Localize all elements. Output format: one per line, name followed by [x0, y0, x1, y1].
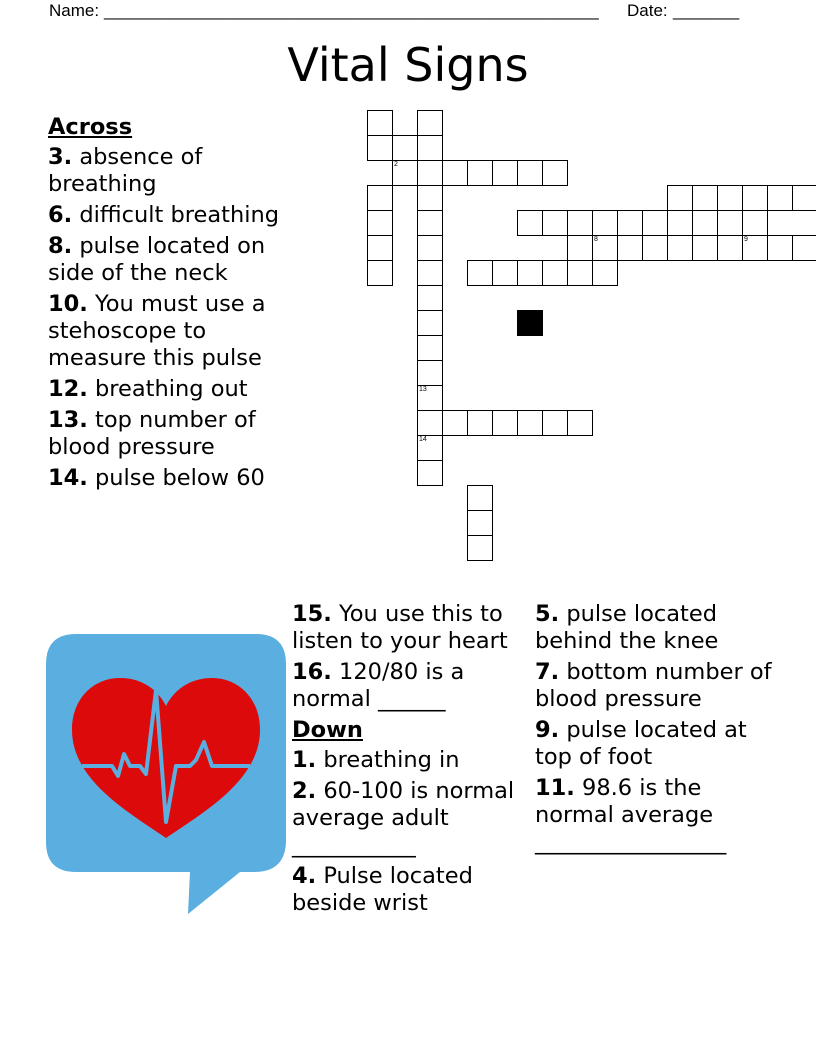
crossword-cell[interactable] — [517, 160, 543, 186]
across-clue — [48, 202, 284, 229]
clue-text: pulse located at top of foot — [535, 717, 747, 770]
clue-number: 16. — [292, 659, 332, 685]
clue-number: 2. — [292, 778, 317, 804]
clue-number: 1. — [292, 747, 317, 773]
crossword-cell[interactable] — [542, 410, 568, 436]
cell-number: 9 — [744, 236, 748, 243]
clue-text: 98.6 is the normal average _________________ — [535, 775, 727, 855]
crossword-cell[interactable] — [417, 410, 443, 436]
crossword-cell[interactable] — [692, 235, 718, 261]
crossword-cell[interactable] — [467, 485, 493, 511]
crossword-cell[interactable] — [392, 135, 418, 161]
clue-number: 4. — [292, 863, 317, 889]
crossword-cell[interactable] — [417, 235, 443, 261]
crossword-cell[interactable] — [667, 185, 693, 211]
crossword-cell[interactable] — [417, 310, 443, 336]
crossword-cell[interactable] — [717, 235, 743, 261]
crossword-cell[interactable] — [567, 410, 593, 436]
crossword-cell[interactable] — [467, 260, 493, 286]
down-clue — [535, 601, 775, 655]
clue-text: 60-100 is normal average adult ___________ — [292, 778, 515, 858]
down-clue — [292, 778, 520, 859]
crossword-cell[interactable] — [567, 260, 593, 286]
crossword-cell[interactable] — [392, 160, 418, 186]
clue-number: 9. — [535, 717, 560, 743]
crossword-cell[interactable] — [417, 460, 443, 486]
crossword-cell[interactable] — [442, 160, 468, 186]
crossword-cell[interactable] — [617, 235, 643, 261]
clue-text: breathing in — [323, 747, 460, 773]
clue-text: pulse located on side of the neck — [48, 233, 266, 286]
crossword-cell[interactable] — [417, 435, 443, 461]
clue-text: 120/80 is a normal ______ — [292, 659, 465, 712]
crossword-cell[interactable] — [417, 385, 443, 411]
name-line[interactable]: ______________________________________________________ — [104, 1, 599, 20]
crossword-cell[interactable] — [517, 260, 543, 286]
crossword-cell[interactable] — [742, 210, 768, 236]
crossword-cell[interactable] — [467, 410, 493, 436]
clue-number: 13. — [48, 407, 88, 433]
clue-text: breathing out — [95, 376, 248, 402]
across-clue — [292, 601, 520, 655]
clues-column-right — [535, 601, 775, 860]
clue-number: 12. — [48, 376, 88, 402]
across-clue — [48, 465, 284, 492]
clue-number: 3. — [48, 144, 73, 170]
crossword-cell[interactable] — [767, 235, 793, 261]
crossword-cell[interactable] — [492, 260, 518, 286]
crossword-cell[interactable] — [442, 410, 468, 436]
clue-number: 5. — [535, 601, 560, 627]
clue-number: 6. — [48, 202, 73, 228]
across-clue — [48, 376, 284, 403]
crossword-cell[interactable] — [767, 185, 793, 211]
across-clue — [48, 407, 284, 461]
crossword-cell[interactable] — [467, 510, 493, 536]
across-clue — [48, 291, 284, 372]
clue-text: pulse below 60 — [95, 465, 265, 491]
clue-number: 11. — [535, 775, 575, 801]
clue-number: 10. — [48, 291, 88, 317]
crossword-cell[interactable] — [492, 410, 518, 436]
crossword-cell[interactable] — [592, 210, 618, 236]
crossword-cell[interactable] — [517, 210, 543, 236]
clue-text: top number of blood pressure — [48, 407, 256, 460]
cell-number: 13 — [419, 386, 427, 393]
clue-text: absence of breathing — [48, 144, 203, 197]
crossword-cell[interactable] — [792, 185, 816, 211]
page-title: Vital Signs — [287, 38, 529, 92]
crossword-cell[interactable] — [367, 135, 393, 161]
cell-number: 2 — [394, 161, 398, 168]
crossword-cell[interactable] — [642, 235, 668, 261]
crossword-cell[interactable] — [467, 160, 493, 186]
crossword-cell[interactable] — [567, 210, 593, 236]
across-clue — [48, 144, 284, 198]
clue-text: bottom number of blood pressure — [535, 659, 772, 712]
crossword-cell[interactable] — [717, 185, 743, 211]
clue-number: 8. — [48, 233, 73, 259]
clue-text: You use this to listen to your heart — [292, 601, 508, 654]
clue-number: 15. — [292, 601, 332, 627]
down-heading: Down — [292, 717, 363, 743]
clue-text: You must use a stehoscope to measure this pulse — [48, 291, 266, 371]
crossword-cell[interactable] — [467, 535, 493, 561]
crossword-cell[interactable] — [417, 210, 443, 236]
crossword-cell[interactable] — [692, 210, 718, 236]
cell-number: 8 — [594, 236, 598, 243]
cell-number: 14 — [419, 436, 427, 443]
crossword-cell[interactable] — [642, 210, 668, 236]
name-label: Name: — [49, 1, 100, 20]
crossword-cell[interactable] — [542, 260, 568, 286]
crossword-cell[interactable] — [492, 160, 518, 186]
crossword-cell[interactable] — [417, 285, 443, 311]
crossword-cell[interactable] — [717, 210, 743, 236]
crossword-cell[interactable] — [742, 235, 768, 261]
across-clue — [48, 233, 284, 287]
crossword-cell[interactable] — [517, 410, 543, 436]
date-line[interactable]: _______ — [673, 1, 740, 20]
crossword-cell[interactable] — [417, 160, 443, 186]
date-label: Date: — [627, 1, 668, 20]
crossword-cell[interactable] — [417, 135, 443, 161]
crossword-cell[interactable] — [742, 185, 768, 211]
down-clue — [535, 717, 775, 771]
clue-number: 14. — [48, 465, 88, 491]
crossword-cell[interactable] — [417, 185, 443, 211]
clues-column-left — [48, 114, 284, 496]
crossword-cell[interactable] — [417, 110, 443, 136]
across-clue — [292, 659, 520, 713]
clue-number: 7. — [535, 659, 560, 685]
down-clue — [535, 775, 775, 856]
crossword-cell[interactable] — [542, 160, 568, 186]
crossword-cell[interactable] — [367, 260, 393, 286]
crossword-cell[interactable] — [592, 235, 618, 261]
crossword-cell[interactable] — [792, 235, 816, 261]
across-heading: Across — [48, 114, 133, 140]
crossword-cell[interactable] — [367, 210, 393, 236]
down-clue — [292, 747, 520, 774]
crossword-cell[interactable] — [592, 260, 618, 286]
crossword-cell[interactable] — [417, 260, 443, 286]
heart-pulse-speech-bubble-icon — [46, 634, 286, 916]
crossword-cell[interactable] — [667, 210, 693, 236]
clues-column-middle — [292, 601, 520, 921]
crossword-cell[interactable] — [367, 110, 393, 136]
crossword-cell[interactable] — [417, 335, 443, 361]
crossword-cell[interactable] — [692, 185, 718, 211]
crossword-block — [517, 310, 543, 336]
crossword-cell[interactable] — [367, 185, 393, 211]
crossword-cell[interactable] — [367, 235, 393, 261]
clue-text: difficult breathing — [79, 202, 280, 228]
crossword-cell[interactable] — [417, 360, 443, 386]
down-clue — [292, 863, 520, 917]
down-clue — [535, 659, 775, 713]
crossword-cell[interactable] — [617, 210, 643, 236]
clue-text: Pulse located beside wrist — [292, 863, 473, 916]
crossword-cell[interactable] — [567, 235, 593, 261]
clue-text: pulse located behind the knee — [535, 601, 719, 654]
crossword-cell[interactable] — [542, 210, 568, 236]
crossword-cell[interactable] — [667, 235, 693, 261]
